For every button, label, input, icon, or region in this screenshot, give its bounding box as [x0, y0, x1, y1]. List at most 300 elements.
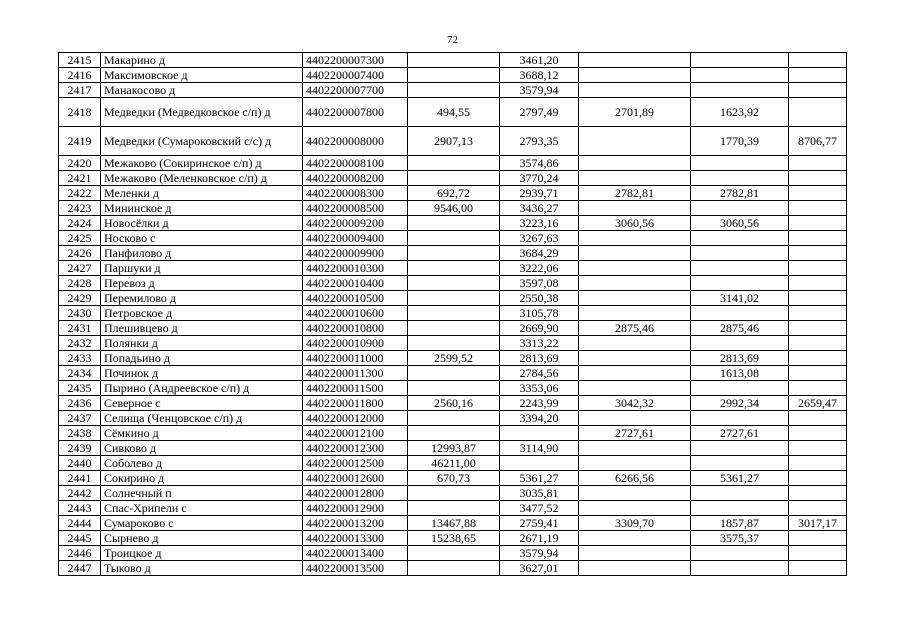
- value-col-4: 1857,87: [691, 516, 789, 531]
- value-col-1: [408, 83, 500, 98]
- row-number: 2420: [59, 156, 101, 171]
- value-col-3: [579, 456, 691, 471]
- settlement-code: 4402200008000: [303, 127, 408, 156]
- table-row: [59, 156, 847, 171]
- table-row: [59, 276, 847, 291]
- value-col-3: [579, 171, 691, 186]
- settlement-name: Медведки (Медведковское с/п) д: [101, 98, 303, 127]
- value-col-4: [691, 246, 789, 261]
- value-col-4: [691, 561, 789, 576]
- settlement-code: 4402200009900: [303, 246, 408, 261]
- settlement-code: 4402200009400: [303, 231, 408, 246]
- value-col-4: [691, 261, 789, 276]
- table-row: [59, 396, 847, 411]
- settlement-name: Новосёлки д: [101, 216, 303, 231]
- value-col-5: [789, 216, 847, 231]
- row-number: 2425: [59, 231, 101, 246]
- value-col-4: [691, 231, 789, 246]
- settlement-name: Пырино (Андреевское с/п) д: [101, 381, 303, 396]
- value-col-5: [789, 531, 847, 546]
- value-col-3: [579, 411, 691, 426]
- value-col-4: 2782,81: [691, 186, 789, 201]
- value-col-2: 3105,78: [500, 306, 579, 321]
- value-col-3: 6266,56: [579, 471, 691, 486]
- value-col-1: [408, 336, 500, 351]
- row-number: 2422: [59, 186, 101, 201]
- table-row: [59, 321, 847, 336]
- value-col-2: 3579,94: [500, 546, 579, 561]
- value-col-1: [408, 411, 500, 426]
- table-row: [59, 127, 847, 156]
- value-col-2: 3222,06: [500, 261, 579, 276]
- row-number: 2433: [59, 351, 101, 366]
- value-col-3: 2875,46: [579, 321, 691, 336]
- value-col-1: [408, 276, 500, 291]
- settlement-name: Манакосово д: [101, 83, 303, 98]
- settlement-name: Сокирино д: [101, 471, 303, 486]
- value-col-2: 3114,90: [500, 441, 579, 456]
- settlement-code: 4402200013200: [303, 516, 408, 531]
- table-row: [59, 531, 847, 546]
- value-col-2: 3688,12: [500, 68, 579, 83]
- value-col-4: [691, 381, 789, 396]
- settlement-code: 4402200012100: [303, 426, 408, 441]
- value-col-5: [789, 306, 847, 321]
- table-row: [59, 561, 847, 576]
- row-number: 2436: [59, 396, 101, 411]
- row-number: 2418: [59, 98, 101, 127]
- table-row: [59, 426, 847, 441]
- row-number: 2427: [59, 261, 101, 276]
- table-row: [59, 306, 847, 321]
- row-number: 2431: [59, 321, 101, 336]
- value-col-3: [579, 201, 691, 216]
- settlement-code: 4402200007300: [303, 53, 408, 68]
- settlement-name: Троицкое д: [101, 546, 303, 561]
- value-col-3: [579, 53, 691, 68]
- row-number: 2421: [59, 171, 101, 186]
- row-number: 2428: [59, 276, 101, 291]
- table-row: [59, 381, 847, 396]
- settlement-name: Перевоз д: [101, 276, 303, 291]
- value-col-2: 3477,52: [500, 501, 579, 516]
- value-col-1: 12993,87: [408, 441, 500, 456]
- settlement-code: 4402200010400: [303, 276, 408, 291]
- settlement-name: Сумароково с: [101, 516, 303, 531]
- value-col-3: [579, 83, 691, 98]
- value-col-5: [789, 411, 847, 426]
- row-number: 2434: [59, 366, 101, 381]
- settlement-name: Сёмкино д: [101, 426, 303, 441]
- settlement-code: 4402200011300: [303, 366, 408, 381]
- value-col-4: [691, 411, 789, 426]
- table-row: [59, 441, 847, 456]
- value-col-4: [691, 456, 789, 471]
- value-col-5: 8706,77: [789, 127, 847, 156]
- value-col-4: 1623,92: [691, 98, 789, 127]
- value-col-2: 3627,01: [500, 561, 579, 576]
- value-col-1: 2560,16: [408, 396, 500, 411]
- value-col-1: 494,55: [408, 98, 500, 127]
- table-row: [59, 411, 847, 426]
- value-col-3: 2701,89: [579, 98, 691, 127]
- value-col-1: 46211,00: [408, 456, 500, 471]
- value-col-3: [579, 531, 691, 546]
- value-col-3: [579, 291, 691, 306]
- row-number: 2445: [59, 531, 101, 546]
- row-number: 2426: [59, 246, 101, 261]
- value-col-4: [691, 276, 789, 291]
- row-number: 2416: [59, 68, 101, 83]
- row-number: 2446: [59, 546, 101, 561]
- settlement-code: 4402200011800: [303, 396, 408, 411]
- settlement-name: Селища (Ченцовское с/п) д: [101, 411, 303, 426]
- value-col-3: [579, 246, 691, 261]
- settlement-code: 4402200009200: [303, 216, 408, 231]
- value-col-1: [408, 246, 500, 261]
- table-row: [59, 216, 847, 231]
- value-col-5: [789, 83, 847, 98]
- value-col-5: [789, 53, 847, 68]
- row-number: 2438: [59, 426, 101, 441]
- value-col-3: [579, 261, 691, 276]
- value-col-2: 5361,27: [500, 471, 579, 486]
- value-col-4: [691, 306, 789, 321]
- value-col-4: 5361,27: [691, 471, 789, 486]
- settlement-code: 4402200012900: [303, 501, 408, 516]
- table-row: [59, 53, 847, 68]
- table-row: [59, 501, 847, 516]
- table-body: [59, 53, 847, 576]
- row-number: 2430: [59, 306, 101, 321]
- value-col-4: 2875,46: [691, 321, 789, 336]
- value-col-3: [579, 546, 691, 561]
- value-col-2: 2813,69: [500, 351, 579, 366]
- value-col-3: [579, 306, 691, 321]
- settlement-code: 4402200010900: [303, 336, 408, 351]
- value-col-2: 3770,24: [500, 171, 579, 186]
- value-col-5: [789, 276, 847, 291]
- settlement-name: Спас-Хрипели с: [101, 501, 303, 516]
- settlement-code: 4402200007400: [303, 68, 408, 83]
- value-col-1: 2599,52: [408, 351, 500, 366]
- settlement-code: 4402200013500: [303, 561, 408, 576]
- value-col-2: 2669,90: [500, 321, 579, 336]
- value-col-5: [789, 501, 847, 516]
- value-col-4: [691, 156, 789, 171]
- row-number: 2440: [59, 456, 101, 471]
- row-number: 2432: [59, 336, 101, 351]
- row-number: 2419: [59, 127, 101, 156]
- value-col-3: [579, 501, 691, 516]
- table-row: [59, 261, 847, 276]
- value-col-4: 3141,02: [691, 291, 789, 306]
- value-col-4: [691, 501, 789, 516]
- value-col-1: 15238,65: [408, 531, 500, 546]
- table-row: [59, 486, 847, 501]
- value-col-2: 2550,38: [500, 291, 579, 306]
- table-row: [59, 171, 847, 186]
- value-col-2: 3597,08: [500, 276, 579, 291]
- table-row: [59, 68, 847, 83]
- table-row: [59, 336, 847, 351]
- row-number: 2437: [59, 411, 101, 426]
- value-col-1: [408, 426, 500, 441]
- value-col-5: [789, 98, 847, 127]
- row-number: 2447: [59, 561, 101, 576]
- row-number: 2439: [59, 441, 101, 456]
- value-col-4: [691, 53, 789, 68]
- value-col-3: 3060,56: [579, 216, 691, 231]
- value-col-3: [579, 366, 691, 381]
- settlement-code: 4402200007800: [303, 98, 408, 127]
- value-col-1: [408, 561, 500, 576]
- settlement-code: 4402200012800: [303, 486, 408, 501]
- settlement-name: Медведки (Сумароковский с/с) д: [101, 127, 303, 156]
- value-col-4: [691, 546, 789, 561]
- value-col-3: [579, 561, 691, 576]
- table-row: [59, 351, 847, 366]
- value-col-2: 3684,29: [500, 246, 579, 261]
- value-col-1: [408, 156, 500, 171]
- value-col-5: [789, 171, 847, 186]
- settlement-name: Макарино д: [101, 53, 303, 68]
- settlement-name: Соболево д: [101, 456, 303, 471]
- settlement-name: Носково с: [101, 231, 303, 246]
- value-col-1: [408, 366, 500, 381]
- value-col-4: [691, 68, 789, 83]
- value-col-4: [691, 201, 789, 216]
- settlement-name: Сивково д: [101, 441, 303, 456]
- table-row: [59, 291, 847, 306]
- value-col-4: 1770,39: [691, 127, 789, 156]
- settlement-code: 4402200013300: [303, 531, 408, 546]
- value-col-1: [408, 53, 500, 68]
- value-col-5: [789, 321, 847, 336]
- value-col-2: 3574,86: [500, 156, 579, 171]
- value-col-5: [789, 381, 847, 396]
- settlement-code: 4402200012500: [303, 456, 408, 471]
- settlement-name: Попадьино д: [101, 351, 303, 366]
- value-col-5: [789, 201, 847, 216]
- page-number: 72: [447, 34, 458, 46]
- settlement-code: 4402200012300: [303, 441, 408, 456]
- value-col-5: [789, 186, 847, 201]
- settlement-code: 4402200008200: [303, 171, 408, 186]
- row-number: 2435: [59, 381, 101, 396]
- value-col-4: [691, 336, 789, 351]
- value-col-3: [579, 381, 691, 396]
- value-col-1: 9546,00: [408, 201, 500, 216]
- settlement-code: 4402200008300: [303, 186, 408, 201]
- value-col-2: 2784,56: [500, 366, 579, 381]
- value-col-5: [789, 351, 847, 366]
- settlement-name: Солнечный п: [101, 486, 303, 501]
- value-col-5: [789, 366, 847, 381]
- value-col-3: [579, 127, 691, 156]
- settlement-name: Сырнево д: [101, 531, 303, 546]
- value-col-4: 1613,08: [691, 366, 789, 381]
- value-col-1: 670,73: [408, 471, 500, 486]
- value-col-5: [789, 336, 847, 351]
- value-col-5: [789, 68, 847, 83]
- value-col-3: [579, 276, 691, 291]
- value-col-1: [408, 486, 500, 501]
- settlement-code: 4402200011500: [303, 381, 408, 396]
- table-row: [59, 366, 847, 381]
- row-number: 2429: [59, 291, 101, 306]
- value-col-5: 3017,17: [789, 516, 847, 531]
- value-col-5: [789, 486, 847, 501]
- table-row: [59, 456, 847, 471]
- value-col-5: [789, 231, 847, 246]
- settlement-name: Плешивцево д: [101, 321, 303, 336]
- settlement-name: Меленки д: [101, 186, 303, 201]
- value-col-5: [789, 261, 847, 276]
- settlements-table: [58, 52, 847, 576]
- value-col-2: 3579,94: [500, 83, 579, 98]
- value-col-5: [789, 456, 847, 471]
- value-col-5: [789, 561, 847, 576]
- value-col-3: [579, 156, 691, 171]
- value-col-1: [408, 321, 500, 336]
- value-col-3: [579, 441, 691, 456]
- settlement-name: Максимовское д: [101, 68, 303, 83]
- settlement-name: Перемилово д: [101, 291, 303, 306]
- settlement-code: 4402200011000: [303, 351, 408, 366]
- settlement-code: 4402200013400: [303, 546, 408, 561]
- settlement-code: 4402200012600: [303, 471, 408, 486]
- value-col-3: [579, 231, 691, 246]
- value-col-2: 3313,22: [500, 336, 579, 351]
- value-col-2: 2671,19: [500, 531, 579, 546]
- settlement-name: Паршуки д: [101, 261, 303, 276]
- table-row: [59, 231, 847, 246]
- value-col-1: [408, 546, 500, 561]
- table-row: [59, 471, 847, 486]
- value-col-5: 2659,47: [789, 396, 847, 411]
- value-col-2: 2939,71: [500, 186, 579, 201]
- settlement-name: Панфилово д: [101, 246, 303, 261]
- value-col-4: 3060,56: [691, 216, 789, 231]
- settlement-code: 4402200008500: [303, 201, 408, 216]
- settlement-code: 4402200008100: [303, 156, 408, 171]
- value-col-1: [408, 216, 500, 231]
- value-col-1: 2907,13: [408, 127, 500, 156]
- value-col-2: 3353,06: [500, 381, 579, 396]
- value-col-1: [408, 291, 500, 306]
- value-col-4: [691, 83, 789, 98]
- settlement-name: Тыково д: [101, 561, 303, 576]
- value-col-2: 2243,99: [500, 396, 579, 411]
- value-col-1: [408, 171, 500, 186]
- table-row: [59, 516, 847, 531]
- settlement-name: Северное с: [101, 396, 303, 411]
- value-col-2: 3461,20: [500, 53, 579, 68]
- value-col-5: [789, 471, 847, 486]
- row-number: 2441: [59, 471, 101, 486]
- value-col-2: 3267,63: [500, 231, 579, 246]
- value-col-1: [408, 381, 500, 396]
- row-number: 2423: [59, 201, 101, 216]
- value-col-1: [408, 231, 500, 246]
- settlement-name: Мининское д: [101, 201, 303, 216]
- table-row: [59, 186, 847, 201]
- settlement-name: Межаково (Сокиринское с/п) д: [101, 156, 303, 171]
- row-number: 2443: [59, 501, 101, 516]
- value-col-4: 2992,34: [691, 396, 789, 411]
- value-col-3: [579, 351, 691, 366]
- value-col-1: [408, 501, 500, 516]
- value-col-4: 2813,69: [691, 351, 789, 366]
- value-col-1: [408, 306, 500, 321]
- settlement-name: Петровское д: [101, 306, 303, 321]
- row-number: 2442: [59, 486, 101, 501]
- value-col-2: 3035,81: [500, 486, 579, 501]
- value-col-1: [408, 68, 500, 83]
- table-row: [59, 546, 847, 561]
- value-col-2: 2797,49: [500, 98, 579, 127]
- value-col-2: [500, 426, 579, 441]
- settlement-code: 4402200010300: [303, 261, 408, 276]
- value-col-1: 692,72: [408, 186, 500, 201]
- value-col-2: 3223,16: [500, 216, 579, 231]
- table-row: [59, 98, 847, 127]
- table-row: [59, 201, 847, 216]
- value-col-3: 3042,32: [579, 396, 691, 411]
- value-col-2: [500, 456, 579, 471]
- value-col-3: 3309,70: [579, 516, 691, 531]
- settlement-code: 4402200012000: [303, 411, 408, 426]
- settlement-code: 4402200010600: [303, 306, 408, 321]
- value-col-3: 2782,81: [579, 186, 691, 201]
- value-col-2: 3394,20: [500, 411, 579, 426]
- value-col-1: 13467,88: [408, 516, 500, 531]
- value-col-4: 2727,61: [691, 426, 789, 441]
- value-col-5: [789, 546, 847, 561]
- value-col-2: 2759,41: [500, 516, 579, 531]
- value-col-4: [691, 441, 789, 456]
- settlement-code: 4402200010800: [303, 321, 408, 336]
- settlement-code: 4402200007700: [303, 83, 408, 98]
- value-col-1: [408, 261, 500, 276]
- value-col-4: 3575,37: [691, 531, 789, 546]
- value-col-3: [579, 336, 691, 351]
- value-col-4: [691, 486, 789, 501]
- settlement-name: Межаково (Меленковское с/п) д: [101, 171, 303, 186]
- settlement-name: Полянки д: [101, 336, 303, 351]
- settlement-code: 4402200010500: [303, 291, 408, 306]
- row-number: 2417: [59, 83, 101, 98]
- row-number: 2415: [59, 53, 101, 68]
- row-number: 2424: [59, 216, 101, 231]
- value-col-5: [789, 246, 847, 261]
- table-row: [59, 246, 847, 261]
- value-col-5: [789, 291, 847, 306]
- value-col-3: 2727,61: [579, 426, 691, 441]
- value-col-5: [789, 426, 847, 441]
- row-number: 2444: [59, 516, 101, 531]
- settlement-name: Починок д: [101, 366, 303, 381]
- value-col-3: [579, 486, 691, 501]
- table-row: [59, 83, 847, 98]
- value-col-2: 2793,35: [500, 127, 579, 156]
- value-col-2: 3436,27: [500, 201, 579, 216]
- value-col-4: [691, 171, 789, 186]
- value-col-5: [789, 441, 847, 456]
- value-col-5: [789, 156, 847, 171]
- value-col-3: [579, 68, 691, 83]
